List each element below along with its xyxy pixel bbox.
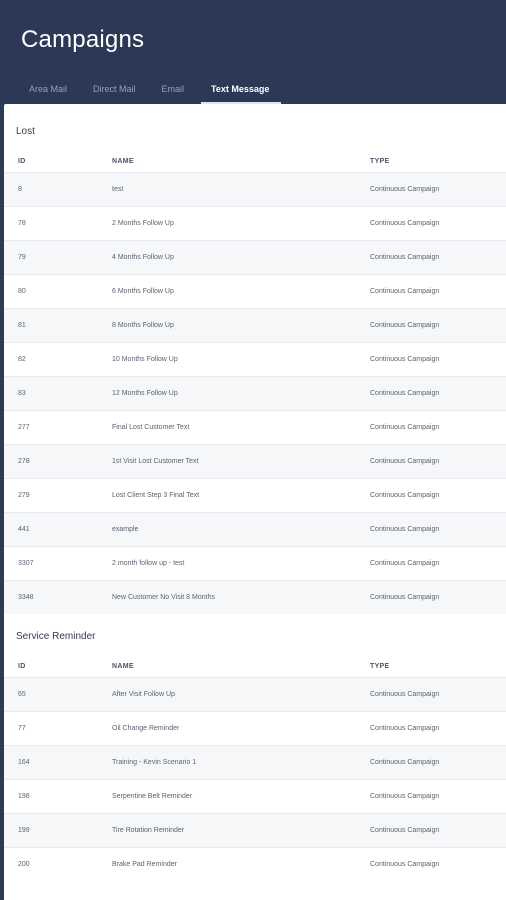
campaign-tabs bbox=[0, 80, 269, 104]
cell-id: 279 bbox=[18, 492, 30, 499]
cell-id: 79 bbox=[18, 254, 26, 261]
cell-type: Continuous Campaign bbox=[370, 793, 440, 800]
cell-id: 80 bbox=[18, 288, 26, 295]
table-row[interactable] bbox=[4, 410, 506, 444]
column-header-name[interactable]: NAME bbox=[112, 663, 134, 670]
cell-type: Continuous Campaign bbox=[370, 759, 440, 766]
cell-name: 2 Months Follow Up bbox=[112, 220, 174, 227]
table-row[interactable] bbox=[4, 711, 506, 745]
cell-type: Continuous Campaign bbox=[370, 725, 440, 732]
table-row[interactable] bbox=[4, 745, 506, 779]
table-row[interactable] bbox=[4, 444, 506, 478]
cell-id: 78 bbox=[18, 220, 26, 227]
cell-id: 65 bbox=[18, 691, 26, 698]
cell-type: Continuous Campaign bbox=[370, 424, 440, 431]
cell-type: Continuous Campaign bbox=[370, 186, 440, 193]
cell-id: 277 bbox=[18, 424, 30, 431]
cell-id: 8 bbox=[18, 186, 22, 193]
cell-type: Continuous Campaign bbox=[370, 827, 440, 834]
cell-id: 164 bbox=[18, 759, 30, 766]
cell-id: 3307 bbox=[18, 560, 34, 567]
cell-type: Continuous Campaign bbox=[370, 288, 440, 295]
table-row[interactable] bbox=[4, 478, 506, 512]
cell-id: 278 bbox=[18, 458, 30, 465]
tab-email[interactable]: Email bbox=[161, 84, 185, 94]
cell-type: Continuous Campaign bbox=[370, 691, 440, 698]
cell-name: New Customer No Visit 8 Months bbox=[112, 594, 215, 601]
page-title: Campaigns bbox=[21, 26, 145, 53]
column-header-type[interactable]: TYPE bbox=[370, 663, 390, 670]
column-header-name[interactable]: NAME bbox=[112, 158, 134, 165]
table-header bbox=[4, 152, 506, 172]
table-row[interactable] bbox=[4, 779, 506, 813]
cell-type: Continuous Campaign bbox=[370, 861, 440, 868]
table-header bbox=[4, 657, 506, 677]
cell-type: Continuous Campaign bbox=[370, 594, 440, 601]
cell-name: After Visit Follow Up bbox=[112, 691, 175, 698]
cell-name: 2 month follow up - test bbox=[112, 560, 185, 567]
section-title: Service Reminder bbox=[16, 631, 96, 642]
cell-type: Continuous Campaign bbox=[370, 356, 440, 363]
table-row[interactable] bbox=[4, 342, 506, 376]
cell-name: 6 Months Follow Up bbox=[112, 288, 174, 295]
campaigns-panel bbox=[4, 104, 506, 900]
table-body bbox=[4, 677, 506, 881]
cell-id: 199 bbox=[18, 827, 30, 834]
table-row[interactable] bbox=[4, 546, 506, 580]
cell-id: 441 bbox=[18, 526, 30, 533]
cell-name: Training - Kevin Scenario 1 bbox=[112, 759, 197, 766]
table-row[interactable] bbox=[4, 512, 506, 546]
cell-name: 12 Months Follow Up bbox=[112, 390, 178, 397]
cell-id: 81 bbox=[18, 322, 26, 329]
cell-type: Continuous Campaign bbox=[370, 254, 440, 261]
cell-type: Continuous Campaign bbox=[370, 220, 440, 227]
cell-type: Continuous Campaign bbox=[370, 390, 440, 397]
tab-direct-mail[interactable]: Direct Mail bbox=[93, 84, 136, 94]
cell-name: 10 Months Follow Up bbox=[112, 356, 178, 363]
cell-id: 82 bbox=[18, 356, 26, 363]
cell-name: example bbox=[112, 526, 139, 533]
column-header-type[interactable]: TYPE bbox=[370, 158, 390, 165]
cell-name: 8 Months Follow Up bbox=[112, 322, 174, 329]
tab-text-message[interactable]: Text Message bbox=[211, 80, 269, 104]
section-service-reminder bbox=[4, 627, 506, 881]
cell-type: Continuous Campaign bbox=[370, 526, 440, 533]
cell-type: Continuous Campaign bbox=[370, 492, 440, 499]
cell-id: 3348 bbox=[18, 594, 34, 601]
table-row[interactable] bbox=[4, 172, 506, 206]
cell-name: Oil Change Reminder bbox=[112, 725, 180, 732]
cell-name: Brake Pad Reminder bbox=[112, 861, 177, 868]
cell-name: 1st Visit Lost Customer Text bbox=[112, 458, 199, 465]
cell-id: 83 bbox=[18, 390, 26, 397]
table-row[interactable] bbox=[4, 376, 506, 410]
section-title: Lost bbox=[16, 126, 35, 137]
table-row[interactable] bbox=[4, 813, 506, 847]
cell-type: Continuous Campaign bbox=[370, 322, 440, 329]
tab-area-mail[interactable]: Area Mail bbox=[29, 84, 68, 94]
cell-name: Tire Rotation Reminder bbox=[112, 827, 185, 834]
cell-name: Lost Client Step 3 Final Text bbox=[112, 492, 200, 499]
table-row[interactable] bbox=[4, 580, 506, 614]
cell-type: Continuous Campaign bbox=[370, 458, 440, 465]
cell-name: 4 Months Follow Up bbox=[112, 254, 174, 261]
table-body bbox=[4, 172, 506, 614]
cell-id: 198 bbox=[18, 793, 30, 800]
column-header-id[interactable]: ID bbox=[18, 663, 26, 670]
cell-id: 77 bbox=[18, 725, 26, 732]
table-row[interactable] bbox=[4, 206, 506, 240]
table-row[interactable] bbox=[4, 274, 506, 308]
cell-type: Continuous Campaign bbox=[370, 560, 440, 567]
column-header-id[interactable]: ID bbox=[18, 158, 26, 165]
cell-name: Final Lost Customer Text bbox=[112, 424, 190, 431]
section-lost bbox=[4, 122, 506, 614]
cell-name: test bbox=[112, 186, 124, 193]
table-row[interactable] bbox=[4, 847, 506, 881]
cell-id: 200 bbox=[18, 861, 30, 868]
table-row[interactable] bbox=[4, 308, 506, 342]
cell-name: Serpentine Belt Reminder bbox=[112, 793, 193, 800]
table-row[interactable] bbox=[4, 677, 506, 711]
app-header bbox=[0, 0, 506, 104]
table-row[interactable] bbox=[4, 240, 506, 274]
